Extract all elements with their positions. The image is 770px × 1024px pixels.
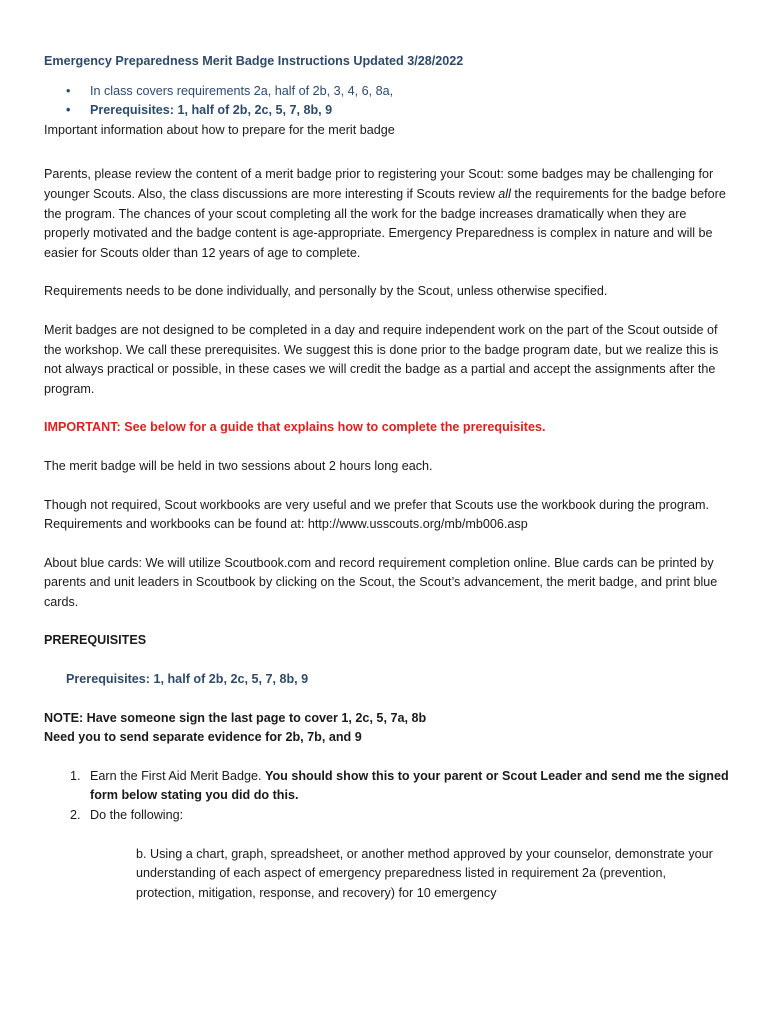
parents-emphasis: all bbox=[498, 186, 511, 201]
bullet-text: Prerequisites: 1, half of 2b, 2c, 5, 7, 8b, 9 bbox=[90, 103, 333, 118]
summary-bullets bbox=[44, 82, 734, 121]
note-sign: NOTE: Have someone sign the last page to cover 1, 2c, 5, 7a, 8b bbox=[44, 710, 427, 725]
document-title: Emergency Preparedness Merit Badge Instructions Updated 3/28/2022 bbox=[44, 54, 464, 68]
requirement-item bbox=[44, 767, 734, 806]
bullet-text: In class covers requirements 2a, half of 2b, 3, 4, 6, 8a, bbox=[90, 83, 394, 98]
bullet-symbol: • bbox=[66, 83, 71, 98]
sessions-paragraph: The merit badge will be held in two sessions about 2 hours long each. bbox=[44, 458, 433, 473]
requirement-number: 2. bbox=[70, 808, 81, 823]
bluecards-paragraph: About blue cards: We will utilize Scoutbook.com and record requirement completion online. Blue cards can be printed by parents and unit leaders in Scoutbook by clicking on the Scout, the Scout’s advancement, the merit badge, and print blue cards. bbox=[44, 555, 718, 609]
intro-line: Important information about how to prepare for the merit badge bbox=[44, 122, 395, 137]
workbooks-paragraph: Though not required, Scout workbooks are very useful and we prefer that Scouts use the workbook during the program. Requirements and workbooks can be found at: http://www.usscouts.org/mb/mb006.asp bbox=[44, 497, 710, 532]
requirement-text: Earn the First Aid Merit Badge. bbox=[90, 768, 265, 783]
parents-text-1: Parents, please review the content of a merit badge prior to registering your Scout: some badges may be challenging for younger Scouts. Also, the class discussions are more interesting if Scouts review bbox=[44, 167, 714, 201]
bullet-symbol: • bbox=[66, 103, 71, 118]
document-page bbox=[44, 52, 734, 903]
parents-paragraph bbox=[44, 165, 734, 263]
requirement-bold-text: You should show this to your parent or Scout Leader and send me the signed form below stating you did do this. bbox=[90, 768, 729, 803]
requirement-text: Do the following: bbox=[90, 808, 184, 823]
requirement-item bbox=[44, 806, 734, 826]
bullet-prerequisites bbox=[44, 101, 734, 121]
note-evidence: Need you to send separate evidence for 2b, 7b, and 9 bbox=[44, 730, 362, 745]
individual-paragraph: Requirements needs to be done individually, and personally by the Scout, unless otherwise specified. bbox=[44, 284, 608, 299]
requirement-number: 1. bbox=[70, 768, 81, 783]
merit-paragraph: Merit badges are not designed to be completed in a day and require independent work on the part of the Scout outside of the workshop. We call these prerequisites. We suggest this is done prior to the badge program date, but we realize this is not always practical or possible, in these cases we will credit the badge as a partial and accept the assignments after the program. bbox=[44, 322, 719, 396]
prerequisites-subheading: Prerequisites: 1, half of 2b, 2c, 5, 7, 8b, 9 bbox=[66, 672, 309, 687]
important-notice: IMPORTANT: See below for a guide that explains how to complete the prerequisites. bbox=[44, 420, 546, 435]
requirements-list bbox=[44, 767, 734, 826]
prerequisites-heading: PREREQUISITES bbox=[44, 633, 147, 648]
parents-text-2: the requirements for the badge before the program. The chances of your scout completing all the work for the badge increases dramatically when they are properly motivated and the badge content is age-appropriate. Emergency Preparedness is complex in nature and will be easier for Scouts older than 12 years of age to complete. bbox=[44, 186, 726, 260]
bullet-in-class bbox=[44, 82, 734, 102]
requirement-2b-text: b. Using a chart, graph, spreadsheet, or another method approved by your counselor, demonstrate your understanding of each aspect of emergency preparedness listed in requirement 2a (prevention, protection, mitigation, response, and recovery) for 10 emergency bbox=[136, 846, 713, 900]
